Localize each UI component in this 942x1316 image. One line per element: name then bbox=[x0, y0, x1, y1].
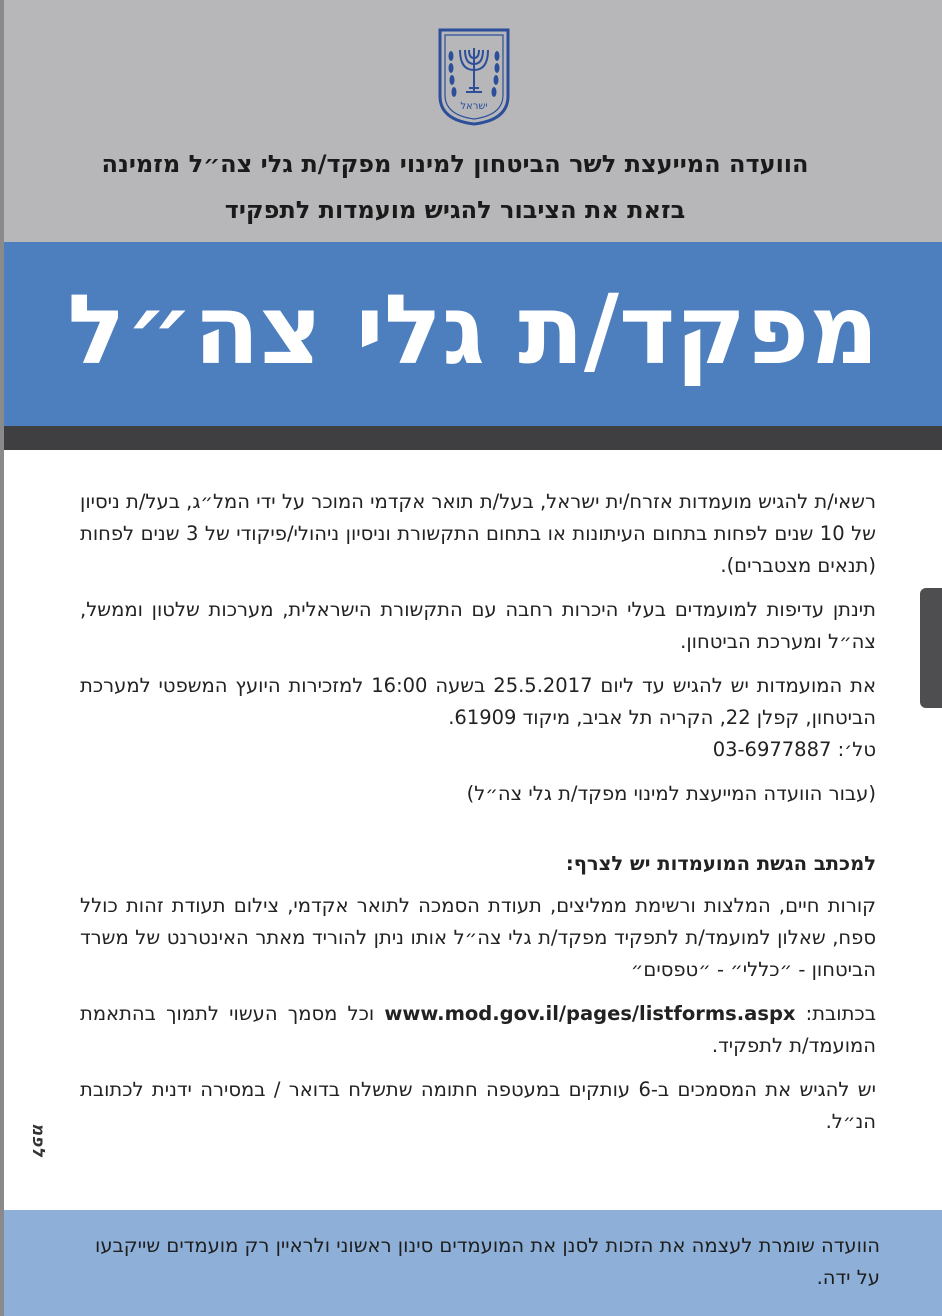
emblem-text: ישראל bbox=[460, 101, 488, 112]
forms-url-link[interactable]: www.mod.gov.il/pages/listforms.aspx bbox=[384, 1002, 796, 1025]
state-of-israel-emblem-icon bbox=[436, 26, 512, 126]
side-tab-handle[interactable] bbox=[920, 588, 942, 708]
phone-number: טל׳: 03-6977887 bbox=[712, 738, 876, 761]
intro-line-1: הוועדה המייעצת לשר הביטחון למינוי מפקד/ת גלי צה״ל מזמינה bbox=[101, 150, 809, 178]
copies-paragraph: יש להגיש את המסמכים ב-6 עותקים במעטפה חתומה שתשלח בדואר / במסירה ידנית לכתובת הנ״ל. bbox=[80, 1078, 876, 1133]
title-banner bbox=[4, 242, 942, 426]
eligibility-paragraph: רשאי/ת להגיש מועמדות אזרח/ית ישראל, בעל/ת תואר אקדמי המוכר על ידי המל״ג, בעל/ת ניסיון של 10 שנים לפחות בתחום העיתונות או בתחום התקשורת וניסיון ניהולי/פיקודי של 3 שנים לפחות (תנאים מצטברים). bbox=[80, 490, 876, 577]
signature-line: (עבור הוועדה המייעצת למינוי מפקד/ת גלי צה״ל) bbox=[466, 782, 876, 805]
attachments-heading: למכתב הגשת המועמדות יש לצרף: bbox=[565, 852, 876, 875]
address-continuation: וכל מסמך העשוי לתמוך בהתאמת המועמד/ת לתפקיד. bbox=[80, 1002, 876, 1057]
announcement-body bbox=[80, 486, 876, 1150]
submission-paragraph bbox=[80, 670, 876, 766]
preference-paragraph: תינתן עדיפות למועמדים בעלי היכרות רחבה עם התקשורת הישראלית, מערכות שלטון וממשל, צה״ל ומערכת הביטחון. bbox=[80, 598, 876, 653]
divider-bar bbox=[4, 426, 942, 450]
submission-text: את המועמדות יש להגיש עד ליום 25.5.2017 בשעה 16:00 למזכירות היועץ המשפטי למערכת הביטחון, קפלן 22, הקריה תל אביב, מיקוד 61909. bbox=[80, 674, 877, 729]
footer-notice: הוועדה שומרת לעצמה את הזכות לסנן את המועמדים סינון ראשוני ולראיין רק מועמדים שייקבעו על ידה. bbox=[95, 1234, 880, 1289]
url-paragraph bbox=[80, 998, 876, 1062]
position-title: מפקד/ת גלי צה״ל bbox=[67, 274, 879, 386]
attachments-paragraph: קורות חיים, המלצות ורשימת ממליצים, תעודת הסמכה לתואר אקדמי, צילום תעודת זהות כולל ספח, שאלון למועמד/ת לתפקיד מפקד/ת גלי צה״ל אותו ניתן להוריד מאתר האינטרנט של משרד הביטחון - ״כללי״ - ״טפסים״ bbox=[80, 894, 876, 981]
intro-line-2: בזאת את הציבור להגיש מועמדות לתפקיד bbox=[224, 196, 686, 224]
address-label: בכתובת: bbox=[805, 1002, 877, 1025]
footer-section bbox=[4, 1210, 942, 1316]
side-label: לפמ bbox=[28, 1123, 48, 1157]
